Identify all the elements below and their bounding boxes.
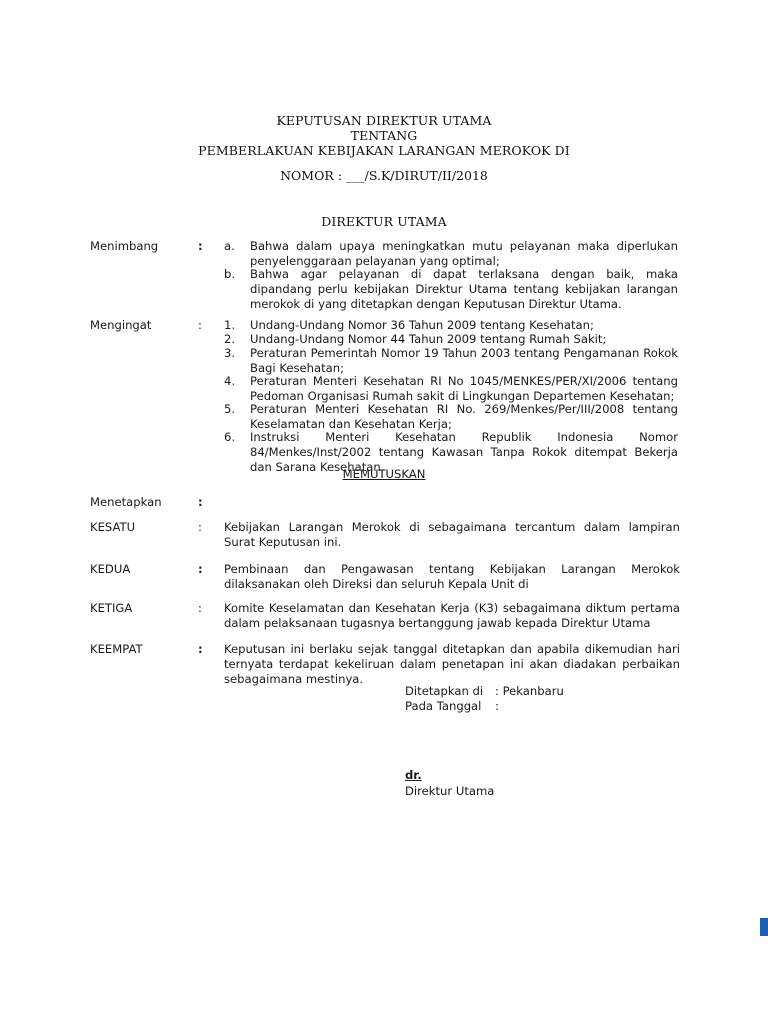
mengingat-colon: : — [198, 318, 202, 332]
mengingat-item: Peraturan Menteri Kesehatan RI No. 269/Menkes/Per/III/2008 tentang Keselamatan dan Kesehatan Kerja; — [250, 402, 678, 431]
mengingat-marker: 2. — [224, 332, 236, 346]
menetapkan-colon: : — [198, 495, 203, 509]
mengingat-marker: 5. — [224, 402, 236, 416]
mengingat-item: Undang-Undang Nomor 44 Tahun 2009 tentang Rumah Sakit; — [250, 332, 607, 346]
mengingat-label: Mengingat — [90, 318, 152, 332]
date-value: : — [495, 699, 499, 713]
diktum-text: Kebijakan Larangan Merokok di sebagaimana tercantum dalam lampiran Surat Keputusan ini. — [224, 520, 680, 549]
diktum-label: KESATU — [90, 520, 136, 534]
diktum-colon: : — [198, 520, 202, 534]
decree-position: DIREKTUR UTAMA — [321, 214, 447, 229]
mengingat-item: Peraturan Menteri Kesehatan RI No 1045/MENKES/PER/XI/2006 tentang Pedoman Organisasi Rumah sakit di Lingkungan Departemen Kesehatan; — [250, 374, 678, 403]
diktum-colon: : — [198, 642, 203, 656]
diktum-text: Pembinaan dan Pengawasan tentang Kebijakan Larangan Merokok dilaksanakan oleh Direksi dan seluruh Kepala Unit di — [224, 562, 680, 591]
memutuskan-heading: MEMUTUSKAN — [342, 467, 426, 481]
mengingat-item: Undang-Undang Nomor 36 Tahun 2009 tentang Kesehatan; — [250, 318, 594, 332]
mengingat-item: Instruksi Menteri Kesehatan Republik Indonesia Nomor 84/Menkes/Inst/2002 tentang Kawasan Tanpa Rokok ditempat Bekerja dan Sarana Kesehatan. — [250, 430, 678, 474]
diktum-text: Keputusan ini berlaku sejak tanggal ditetapkan dan apabila dikemudian hari ternyata terdapat kekeliruan dalam penetapan ini akan diadakan perbaikan sebagaimana mestinya. — [224, 642, 680, 686]
menimbang-marker: a. — [224, 239, 235, 253]
decree-title-line2: TENTANG — [350, 128, 418, 143]
place-value: : Pekanbaru — [495, 684, 564, 698]
menimbang-colon: : — [198, 239, 203, 253]
mengingat-marker: 4. — [224, 374, 236, 388]
diktum-text: Komite Keselamatan dan Kesehatan Kerja (K3) sebagaimana diktum pertama dalam pelaksanaan tugasnya bertanggung jawab kepada Direktur Utama — [224, 601, 680, 630]
signatory-name: dr. — [405, 768, 422, 782]
menimbang-label: Menimbang — [90, 239, 159, 253]
diktum-colon: : — [198, 562, 203, 576]
menetapkan-label: Menetapkan — [90, 495, 162, 509]
decree-title-line1: KEPUTUSAN DIREKTUR UTAMA — [276, 113, 492, 128]
menimbang-marker: b. — [224, 267, 236, 281]
edge-accent-mark — [760, 918, 768, 936]
decree-title-line3: PEMBERLAKUAN KEBIJAKAN LARANGAN MEROKOK DI — [198, 143, 570, 158]
mengingat-marker: 3. — [224, 346, 236, 360]
place-label: Ditetapkan di — [405, 684, 484, 698]
diktum-label: KEDUA — [90, 562, 131, 576]
menimbang-item: Bahwa dalam upaya meningkatkan mutu pelayanan maka diperlukan penyelenggaraan pelayanan yang optimal; — [250, 239, 678, 268]
mengingat-marker: 1. — [224, 318, 236, 332]
diktum-label: KETIGA — [90, 601, 133, 615]
diktum-colon: : — [198, 601, 202, 615]
diktum-label: KEEMPAT — [90, 642, 143, 656]
signatory-title: Direktur Utama — [405, 784, 495, 798]
date-label: Pada Tanggal — [405, 699, 482, 713]
decree-number: NOMOR : ___/S.K/DIRUT/II/2018 — [280, 168, 488, 183]
mengingat-item: Peraturan Pemerintah Nomor 19 Tahun 2003 tentang Pengamanan Rokok Bagi Kesehatan; — [250, 346, 678, 375]
mengingat-marker: 6. — [224, 430, 236, 444]
menimbang-item: Bahwa agar pelayanan di dapat terlaksana dengan baik, maka dipandang perlu kebijakan Direktur Utama tentang kebijakan larangan merokok di yang ditetapkan dengan Keputusan Direktur Utama. — [250, 267, 678, 311]
